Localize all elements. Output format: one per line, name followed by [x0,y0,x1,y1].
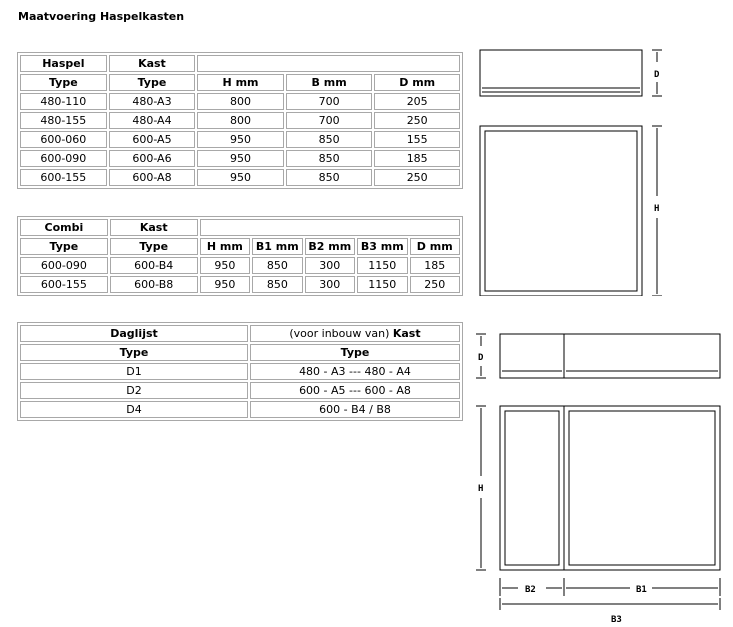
table-cell: 600-A5 [109,131,196,148]
column-header: Type [250,344,460,361]
front-view-small-outer [500,406,564,570]
table-cell: 950 [197,169,284,186]
table-cell: 185 [374,150,460,167]
table-cell: 300 [305,276,355,293]
table-cell: 250 [374,169,460,186]
table-cell: 1150 [357,276,407,293]
table-row [20,257,460,274]
table-cell: 205 [374,93,460,110]
table-cell: 700 [286,112,373,129]
front-view-inner [485,131,637,291]
table-cell: 600 - B4 / B8 [250,401,460,418]
front-view-outer [480,126,642,296]
table-cell: 250 [410,276,461,293]
table-cell: 480-A4 [109,112,196,129]
table-cell: 950 [197,131,284,148]
table-cell: 800 [197,93,284,110]
table-cell: 480-155 [20,112,107,129]
group-header-kast [250,325,460,342]
column-header: B mm [286,74,373,91]
group-header-kast: Kast [109,55,196,72]
column-header: B1 mm [252,238,302,255]
column-header: B2 mm [305,238,355,255]
table-cell: 600 - A5 --- 600 - A8 [250,382,460,399]
table-cell: 480-110 [20,93,107,110]
table-cell: 850 [286,131,373,148]
d-label: D [478,353,484,363]
h-label: H [654,204,660,214]
column-header: D mm [374,74,460,91]
table-cell: 700 [286,93,373,110]
table-cell: 250 [374,112,460,129]
table-cell: D2 [20,382,248,399]
table-cell: 600-090 [20,257,108,274]
front-view-large-inner [569,411,715,565]
front-view-large-outer [564,406,720,570]
table-cell: 480 - A3 --- 480 - A4 [250,363,460,380]
table-row [20,112,460,129]
table-cell: 950 [197,150,284,167]
table-cell: 600-B4 [110,257,198,274]
table-row [20,131,460,148]
table-cell: 600-B8 [110,276,198,293]
table-cell: 600-A8 [109,169,196,186]
column-header: Type [20,74,107,91]
page-title: Maatvoering Haspelkasten [18,10,185,23]
front-view-small-inner [505,411,559,565]
b1-label: B1 [636,585,647,595]
table-cell: 600-155 [20,276,108,293]
b3-label: B3 [611,615,622,625]
table-cell: D4 [20,401,248,418]
column-header: H mm [197,74,284,91]
haspel-table [17,52,463,189]
table-cell: 155 [374,131,460,148]
column-header: H mm [200,238,250,255]
inbouw-prefix: (voor inbouw van) [289,327,390,340]
table-cell: 850 [286,169,373,186]
table-cell: 480-A3 [109,93,196,110]
table-row [20,382,460,399]
table-row [20,276,460,293]
column-header: D mm [410,238,461,255]
group-header-kast: Kast [110,219,198,236]
d-label: D [654,70,660,80]
h-label: H [478,484,484,494]
table-cell: 600-090 [20,150,107,167]
table-row [20,363,460,380]
column-header: Type [110,238,198,255]
table-cell: 850 [252,257,302,274]
table-cell: 850 [286,150,373,167]
group-header-haspel: Haspel [20,55,107,72]
group-header-daglijst: Daglijst [20,325,248,342]
daglijst-table [17,322,463,421]
table-cell: 300 [305,257,355,274]
combikast-diagram [470,326,730,626]
b2-label: B2 [525,585,536,595]
haspelkast-diagram [470,46,670,296]
column-header: Type [20,344,248,361]
column-header: Type [20,238,108,255]
table-cell: 850 [252,276,302,293]
side-view-box [480,50,642,96]
table-cell: 950 [200,257,250,274]
table-cell: 600-155 [20,169,107,186]
combi-table [17,216,463,296]
table-cell: 600-060 [20,131,107,148]
group-header-combi: Combi [20,219,108,236]
table-cell: D1 [20,363,248,380]
empty-header-cell [200,219,460,236]
table-cell: 1150 [357,257,407,274]
empty-header-cell [197,55,460,72]
table-cell: 600-A6 [109,150,196,167]
table-cell: 950 [200,276,250,293]
column-header: Type [109,74,196,91]
table-row [20,169,460,186]
table-row [20,401,460,418]
table-cell: 185 [410,257,461,274]
column-header: B3 mm [357,238,407,255]
table-row [20,150,460,167]
table-cell: 800 [197,112,284,129]
kast-label: Kast [392,327,421,340]
table-row [20,93,460,110]
